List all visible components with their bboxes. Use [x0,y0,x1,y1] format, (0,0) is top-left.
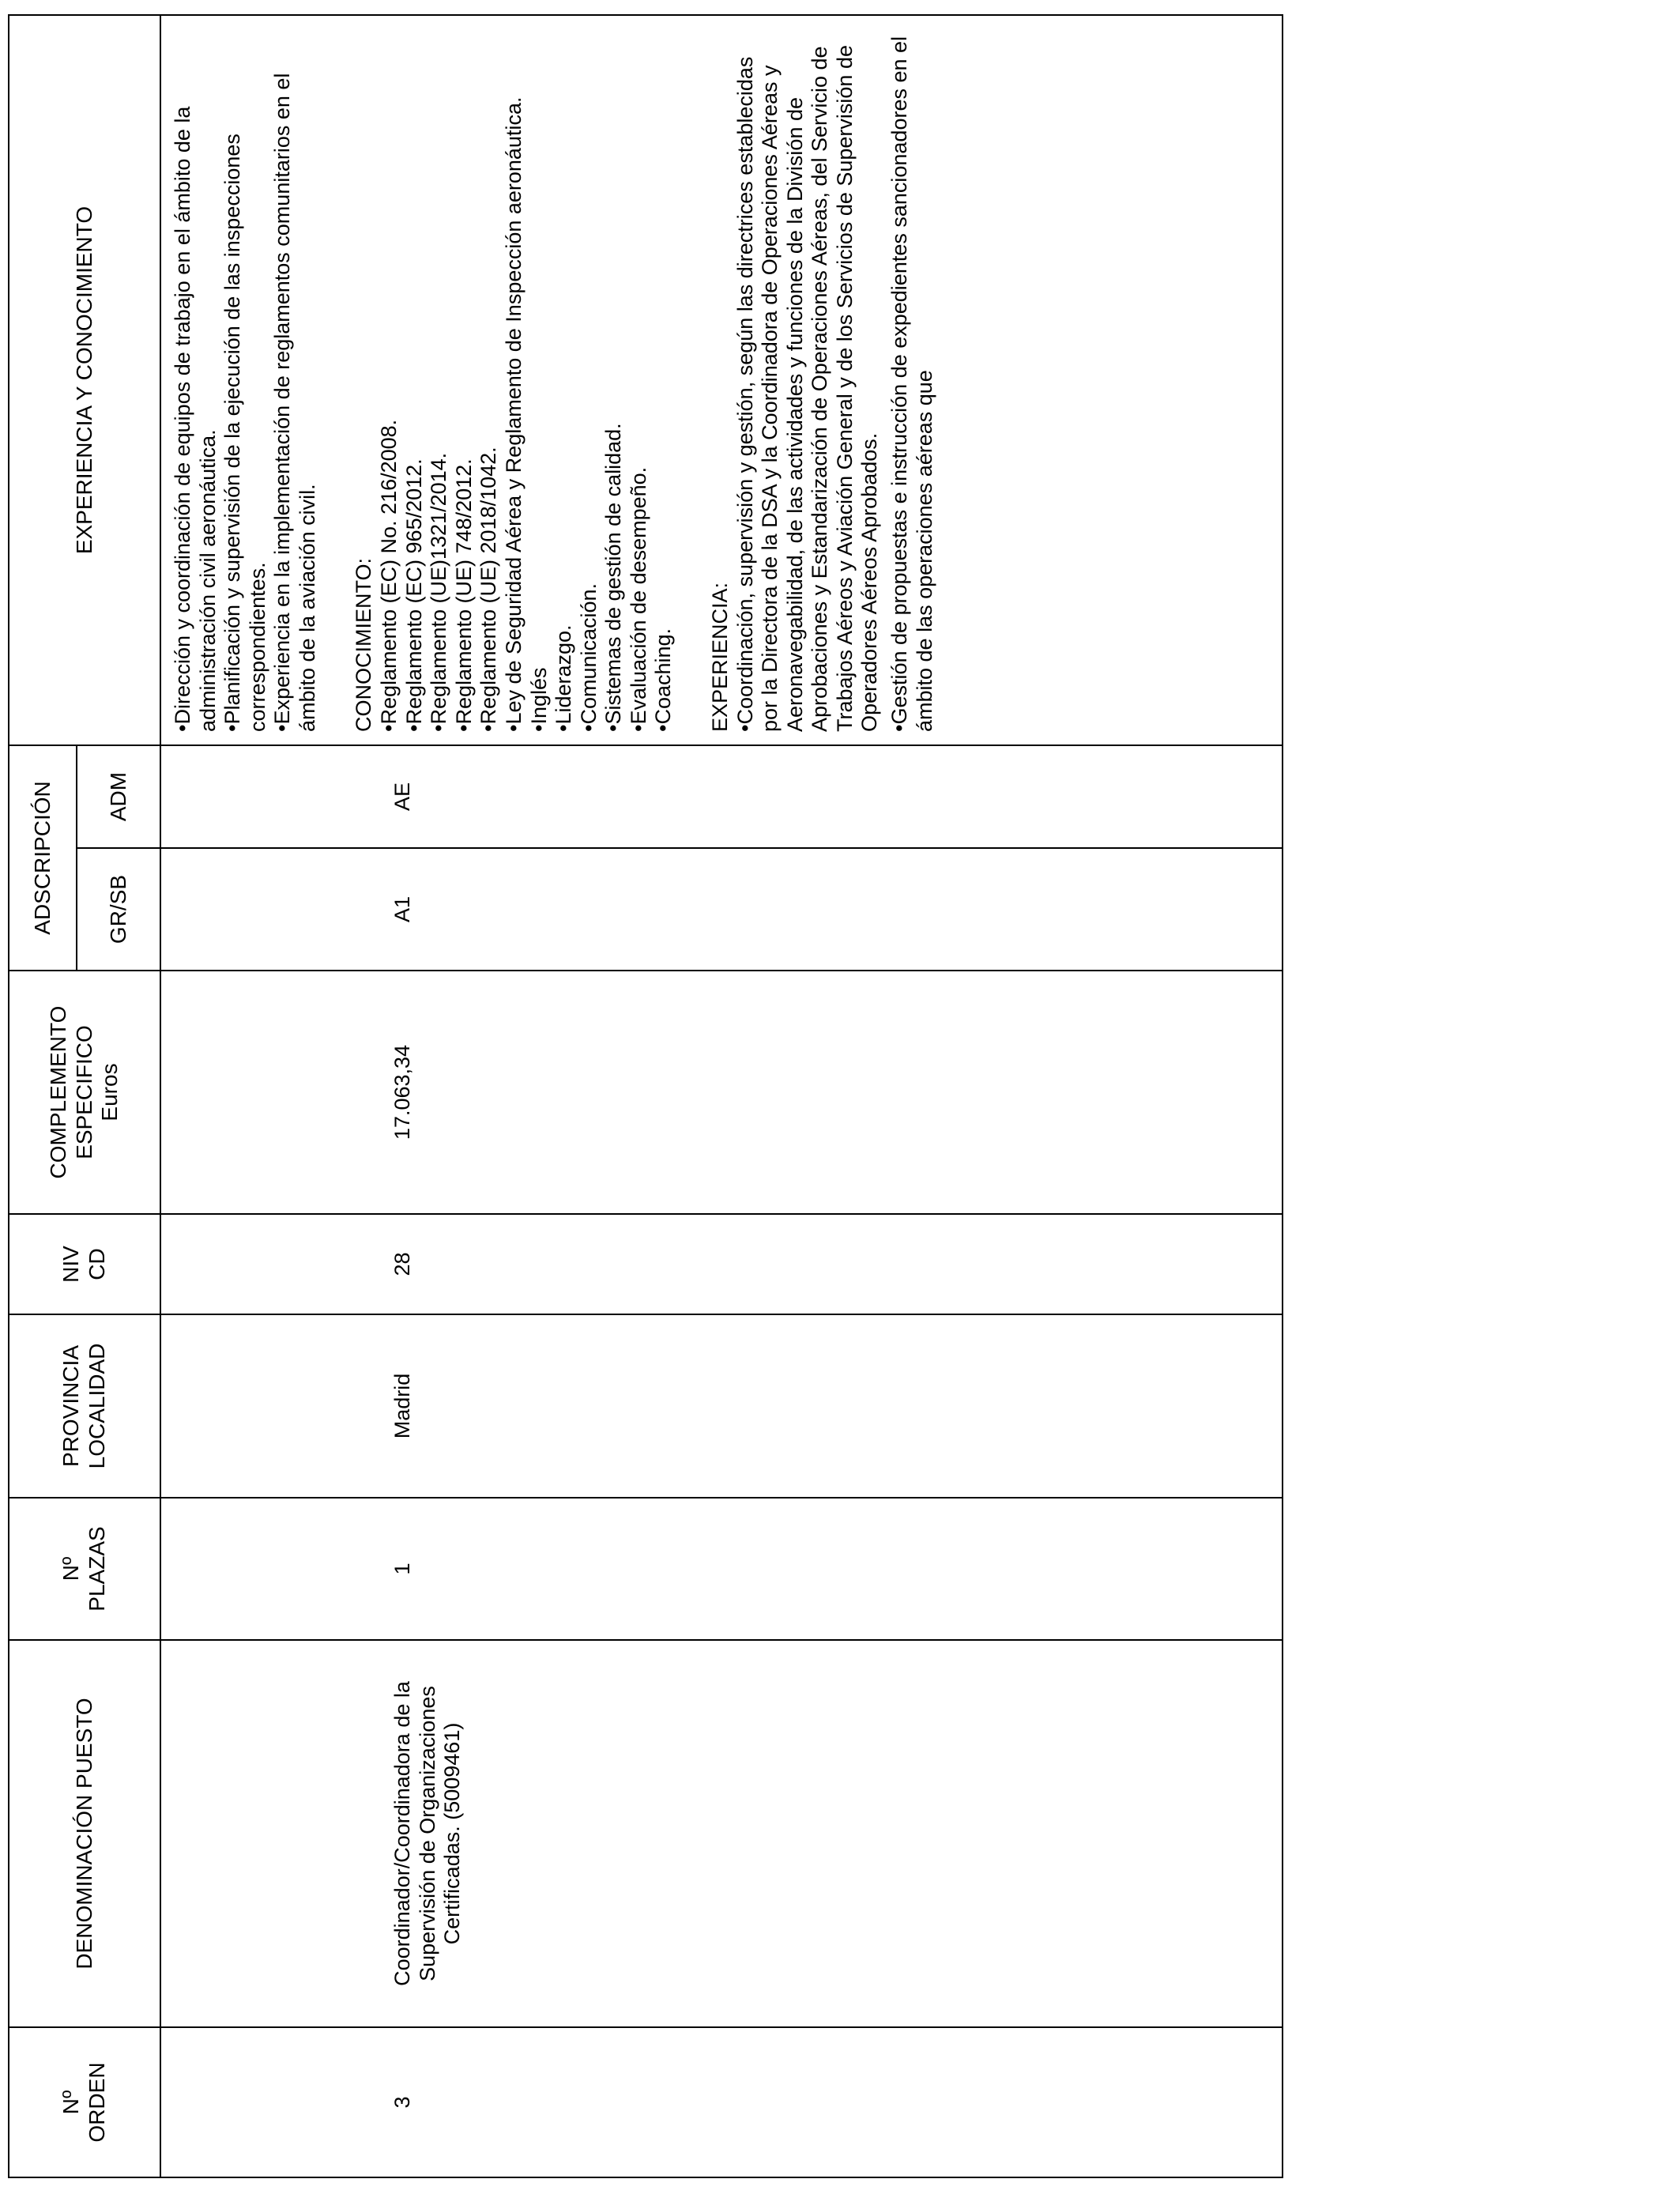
experiencia-item: •Gestión de propuestas e instrucción de expedientes sancionadores en el ámbito de las operaciones aéreas que [887,36,936,732]
header-grsb: GR/SB [77,848,160,971]
header-nivcd: NIV CD [9,1214,160,1314]
conocimiento-heading: CONOCIMIENTO: [352,557,376,732]
cell-provincia: Madrid [160,1314,1283,1498]
conocimiento-item: •Reglamento (UE) 2018/1042. [477,447,501,732]
intro-block [171,21,320,732]
header-plazas: Nº PLAZAS [9,1498,160,1640]
header-adscripcion: ADSCRIPCIÓN [9,745,77,971]
cell-grsb: A1 [160,848,1283,971]
conocimiento-item: •Coaching. [651,628,676,732]
experiencia-item: •Coordinación, supervisión y gestión, según las directrices establecidas por la Directora de la DSA y la Coordinadora de Operaciones Aéreas y Aeronavegabilidad, de las actividades y funciones de la División de Aprobaciones y Estandarización de Operaciones Aéreas, del Servicio de Trabajos Aéreos y Aviación General y de los Servicios de Supervisión de Operadores Aéreos Aprobados. [733,45,882,732]
conocimiento-item: •Ley de Seguridad Aérea y Reglamento de Inspección aeronáutica. [501,96,525,732]
conocimiento-item: •Inglés [526,667,551,732]
intro-item: •Experiencia en la implementación de reglamentos comunitarios en el ámbito de la aviación civil. [270,73,319,732]
conocimiento-item: •Reglamento (EC) No. 216/2008. [377,419,401,732]
conocimiento-item: •Sistemas de gestión de calidad. [601,423,626,732]
cell-nivcd: 28 [160,1214,1283,1314]
cell-orden: 3 [160,2027,1283,2177]
cell-adm: AE [160,745,1283,848]
cell-experiencia [160,15,1283,745]
positions-table [8,14,1283,2178]
table-row [160,15,1283,2177]
header-experiencia: EXPERIENCIA Y CONOCIMIENTO [9,15,160,745]
cell-plazas: 1 [160,1498,1283,1640]
header-provincia: PROVINCIA LOCALIDAD [9,1314,160,1498]
conocimiento-item: •Evaluación de desempeño. [626,466,650,732]
conocimiento-item: •Reglamento (UE) 748/2012. [451,458,476,732]
intro-item: •Planificación y supervisión de la ejecución de las inspecciones correspondientes. [220,134,269,732]
header-denominacion: DENOMINACIÓN PUESTO [9,1640,160,2027]
conocimiento-item: •Reglamento (UE)1321/2014. [427,452,451,732]
conocimiento-block [352,21,676,732]
conocimiento-item: •Comunicación. [576,582,601,732]
conocimiento-item: •Reglamento (EC) 965/2012. [401,458,426,732]
experiencia-block [708,21,937,732]
experiencia-heading: EXPERIENCIA: [707,582,732,732]
header-complemento: COMPLEMENTO ESPECIFICO Euros [9,971,160,1214]
header-adm: ADM [77,745,160,848]
cell-complemento: 17.063,34 [160,971,1283,1214]
conocimiento-item: •Liderazgo. [552,624,576,732]
header-orden: Nº ORDEN [9,2027,160,2177]
header-row [9,15,77,2177]
cell-denominacion: Coordinador/Coordinadora de la Supervisión de Organizaciones Certificadas. (5009461) [160,1640,1283,2027]
intro-item: •Dirección y coordinación de equipos de trabajo en el ámbito de la administración civil aeronáutica. [171,106,220,732]
